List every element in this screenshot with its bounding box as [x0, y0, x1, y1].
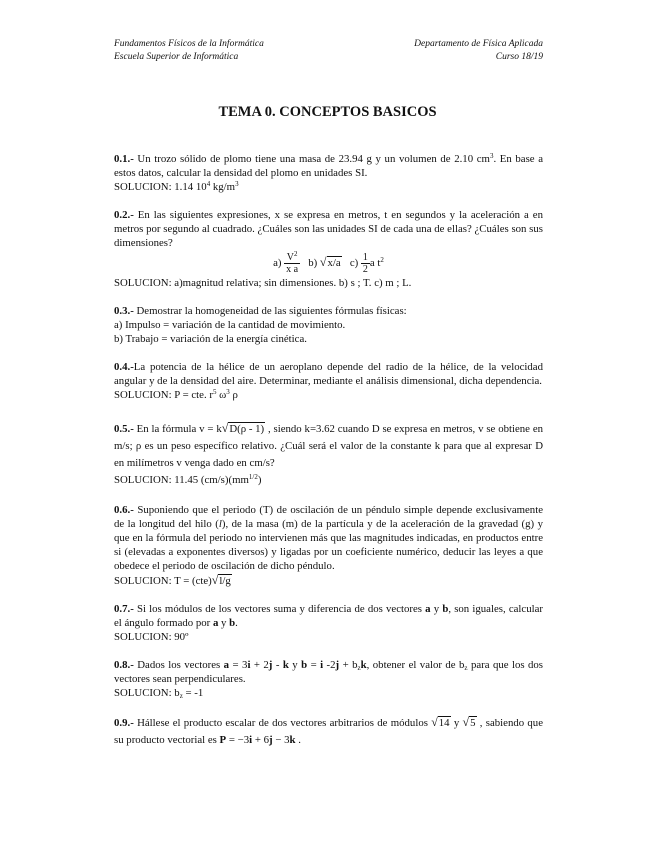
- problem-0-4-statement: 0.4.-La potencia de la hélice de un aeroplano depende del radio de la hélice, de la velocidad angular y de la densidad del aire. Determinar, mediante el análisis dimensional, dicha dependencia.: [114, 361, 543, 387]
- problem-0-5-solution: SOLUCION: 11.45 $(cm/s)(mm^{1/2})$: [114, 473, 262, 486]
- problem-number: 0.6.-: [114, 504, 134, 516]
- problem-0-7: [114, 602, 543, 644]
- page-title: TEMA 0. CONCEPTOS BASICOS: [218, 104, 437, 120]
- problem-number: 0.9.-: [114, 717, 134, 729]
- problem-number: 0.3.-: [114, 305, 134, 317]
- header-course: Fundamentos Físicos de la Informática: [114, 39, 264, 49]
- problem-0-7-statement: 0.7.- Si los módulos de los vectores suma y diferencia de dos vectores a y b, son iguales, calcular el ángulo formado por a y b.: [114, 603, 543, 629]
- problem-0-3-item-b: b) Trabajo = variación de la energía cinética.: [114, 333, 307, 345]
- problem-number: 0.7.-: [114, 603, 134, 615]
- header-right: [414, 38, 543, 63]
- problem-number: 0.5.-: [114, 423, 134, 435]
- problem-0-6: [114, 503, 543, 588]
- problem-0-8: [114, 658, 543, 700]
- problem-0-6-statement: 0.6.- Suponiendo que el periodo (T) de oscilación de un péndulo simple depende exclusivamente de la longitud del hilo (l), de la masa (m) de la partícula y de la aceleración de la gravedad (g) y que en la fórmula del periodo no intervienen más que las magnitudes indicadas, en productos entre si (elevadas a exponentes diversos) y ligadas por un coeficiente numérico, deducir las leyes a que obedece el periodo de oscilación de dicho péndulo.: [114, 504, 543, 572]
- problem-0-7-solution: SOLUCION: 90º: [114, 631, 189, 643]
- problem-0-2-statement: 0.2.- En las siguientes expresiones, x se expresa en metros, t en segundos y la aceleración a en metros por segundo al cuadrado. ¿Cuáles son las unidades SI de cada una de ellas? ¿Cuáles son sus dimensiones?: [114, 209, 543, 249]
- problem-0-4: [114, 360, 543, 402]
- sqrt-symbol: √: [221, 421, 229, 435]
- header-year: Curso 18/19: [495, 51, 543, 62]
- header-school: Escuela Superior de Informática: [114, 51, 239, 62]
- problem-0-5-statement: 0.5.- En la fórmula v = k√D(ρ - 1) , siendo k=3.62 cuando D se expresa en metros, v se obtiene en m/s; ρ es un peso específico relativo. ¿Cuál será el valor de la constante k para que al expresar D en milímetros v venga dado en cm/s?: [114, 421, 544, 469]
- problem-list: [114, 152, 543, 763]
- problem-0-5: [114, 420, 543, 489]
- problem-0-6-solution: SOLUCION: T = (cte)√l/g: [114, 573, 231, 587]
- sqrt-symbol: √: [431, 715, 438, 729]
- problem-0-9: [114, 714, 543, 749]
- sqrt-symbol: √: [319, 254, 327, 269]
- problem-0-3: [114, 304, 543, 346]
- problem-number: 0.4.-: [114, 361, 134, 373]
- problem-0-8-statement: 0.8.- Dados los vectores a = 3i + 2j - k y b = i $-2j + b_zk$, obtener el valor de $b_z$ para que los dos vectores sean perpendiculares.: [114, 659, 544, 685]
- fraction-one-half: $\frac{1}{2}$: [362, 252, 368, 275]
- fraction-v2-xa: $\frac{V^2}{\text{x a}}$: [286, 250, 299, 275]
- sqrt-symbol: √: [211, 573, 219, 587]
- problem-0-3-item-a: a) Impulso = variación de la cantidad de movimiento.: [114, 319, 346, 331]
- problem-number: 0.2.-: [114, 209, 134, 221]
- problem-0-2: [114, 208, 543, 290]
- problem-0-2-formulas: a) $\frac{V^2}{\text{x a}}$ b) √x/a c) $\frac{1}{2}$ a $t^2$: [273, 250, 384, 275]
- sqrt-symbol: √: [462, 715, 470, 729]
- header-department: Departamento de Física Aplicada: [414, 39, 543, 49]
- problem-number: 0.8.-: [114, 659, 134, 671]
- problem-0-9-statement: 0.9.- Hállese el producto escalar de dos vectores arbitrarios de módulos √14 y √5 , sabiendo que su producto vectorial es P = −3i + 6j − 3k .: [114, 715, 543, 746]
- problem-0-8-solution: SOLUCION: $b_z = -1$: [114, 687, 204, 700]
- problem-0-1-solution: SOLUCION: 1.14 $10^4$ $kg/m^3$: [114, 180, 239, 193]
- problem-0-3-statement: 0.3.- Demostrar la homogeneidad de las siguientes fórmulas físicas:: [114, 305, 407, 317]
- header-left: [114, 38, 264, 63]
- problem-0-4-solution: SOLUCION: P = cte. $r^5$ $\omega^3$ ρ: [114, 388, 238, 401]
- problem-number: 0.1.-: [114, 153, 134, 165]
- problem-0-2-solution: SOLUCION: a)magnitud relativa; sin dimensiones. b) s ; T. c) m ; L.: [114, 277, 412, 289]
- problem-0-1-statement: 0.1.- Un trozo sólido de plomo tiene una masa de 23.94 g y un volumen de 2.10 $cm^3$. En base a estos datos, calcular la densidad del plomo en unidades SI.: [114, 152, 543, 179]
- problem-0-1: [114, 152, 543, 194]
